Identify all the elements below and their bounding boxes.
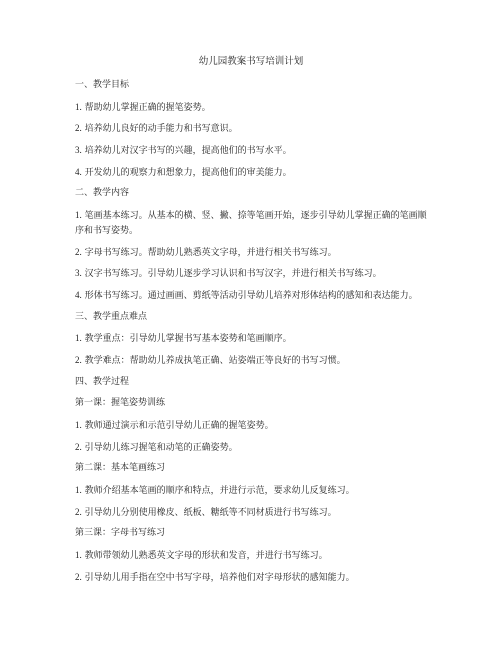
line-text: 培养幼儿对汉字书写的兴趣，提高他们的书写水平。 <box>84 146 292 156</box>
list-item <box>75 165 427 181</box>
line-text: 笔画基本练习。从基本的横、竖、撇、捺等笔画开始，逐步引导幼儿掌握正确的笔画顺序和书写姿势。 <box>75 211 427 236</box>
line-text: 第二课：基本笔画练习 <box>75 463 166 473</box>
item-number: 4. <box>75 290 82 300</box>
line-text: 第一课：握笔姿势训练 <box>75 398 166 408</box>
line-text: 形体书写练习。通过画画、剪纸等活动引导幼儿培养对形体结构的感知和表达能力。 <box>84 291 418 301</box>
line-text: 教师通过演示和示范引导幼儿正确的握笔姿势。 <box>84 421 274 431</box>
line-text: 教师带领幼儿熟悉英文字母的形状和发音，并进行书写练习。 <box>84 551 328 561</box>
list-item <box>75 208 427 239</box>
section-heading-key-points <box>75 310 427 325</box>
list-item <box>75 143 427 159</box>
line-text: 一、教学目标 <box>75 80 130 90</box>
line-text: 三、教学重点难点 <box>75 312 148 322</box>
lesson-heading <box>75 526 427 541</box>
line-text: 培养幼儿良好的动手能力和书写意识。 <box>84 124 238 134</box>
line-text: 教学难点：帮助幼儿养成执笔正确、站姿端正等良好的书写习惯。 <box>84 356 346 366</box>
list-item <box>75 245 427 261</box>
list-item <box>75 440 427 456</box>
line-text: 开发幼儿的观察力和想象力，提高他们的审美能力。 <box>84 168 292 178</box>
item-number: 1. <box>75 485 82 495</box>
item-number: 4. <box>75 167 82 177</box>
document-title: 幼儿园教案书写培训计划 <box>198 56 304 67</box>
line-text: 引导幼儿分别使用橡皮、纸板、糖纸等不同材质进行书写练习。 <box>84 508 337 518</box>
line-text: 字母书写练习。帮助幼儿熟悉英文字母，并进行相关书写练习。 <box>84 248 337 258</box>
item-number: 3. <box>75 268 82 278</box>
list-item <box>75 288 427 304</box>
list-item <box>75 100 427 116</box>
item-number: 1. <box>75 102 82 112</box>
item-number: 2. <box>75 123 82 133</box>
list-item <box>75 483 427 499</box>
line-text: 二、教学内容 <box>75 188 130 198</box>
list-item <box>75 121 427 137</box>
line-text: 引导幼儿练习握笔和动笔的正确姿势。 <box>84 443 238 453</box>
item-number: 3. <box>75 145 82 155</box>
list-item <box>75 548 427 564</box>
section-heading-objectives <box>75 78 427 93</box>
item-number: 2. <box>75 442 82 452</box>
list-item <box>75 353 427 369</box>
item-number: 2. <box>75 247 82 257</box>
section-heading-content <box>75 186 427 201</box>
item-number: 1. <box>75 210 82 220</box>
lesson-heading <box>75 461 427 476</box>
line-text: 教师介绍基本笔画的顺序和特点，并进行示范，要求幼儿反复练习。 <box>84 486 355 496</box>
item-number: 1. <box>75 550 82 560</box>
item-number: 1. <box>75 333 82 343</box>
list-item <box>75 505 427 521</box>
list-item <box>75 266 427 282</box>
list-item <box>75 418 427 434</box>
item-number: 2. <box>75 572 82 582</box>
line-text: 帮助幼儿掌握正确的握笔姿势。 <box>84 103 211 113</box>
line-text: 引导幼儿用手指在空中书写字母，培养他们对字母形状的感知能力。 <box>84 573 355 583</box>
lesson-heading <box>75 396 427 411</box>
section-heading-process <box>75 375 427 390</box>
list-item <box>75 570 427 586</box>
item-number: 2. <box>75 507 82 517</box>
line-text: 教学重点：引导幼儿掌握书写基本姿势和笔画顺序。 <box>84 334 292 344</box>
item-number: 1. <box>75 420 82 430</box>
line-text: 第三课：字母书写练习 <box>75 528 166 538</box>
item-number: 2. <box>75 355 82 365</box>
line-text: 四、教学过程 <box>75 377 130 387</box>
list-item <box>75 331 427 347</box>
line-text: 汉字书写练习。引导幼儿逐步学习认识和书写汉字，并进行相关书写练习。 <box>84 269 382 279</box>
